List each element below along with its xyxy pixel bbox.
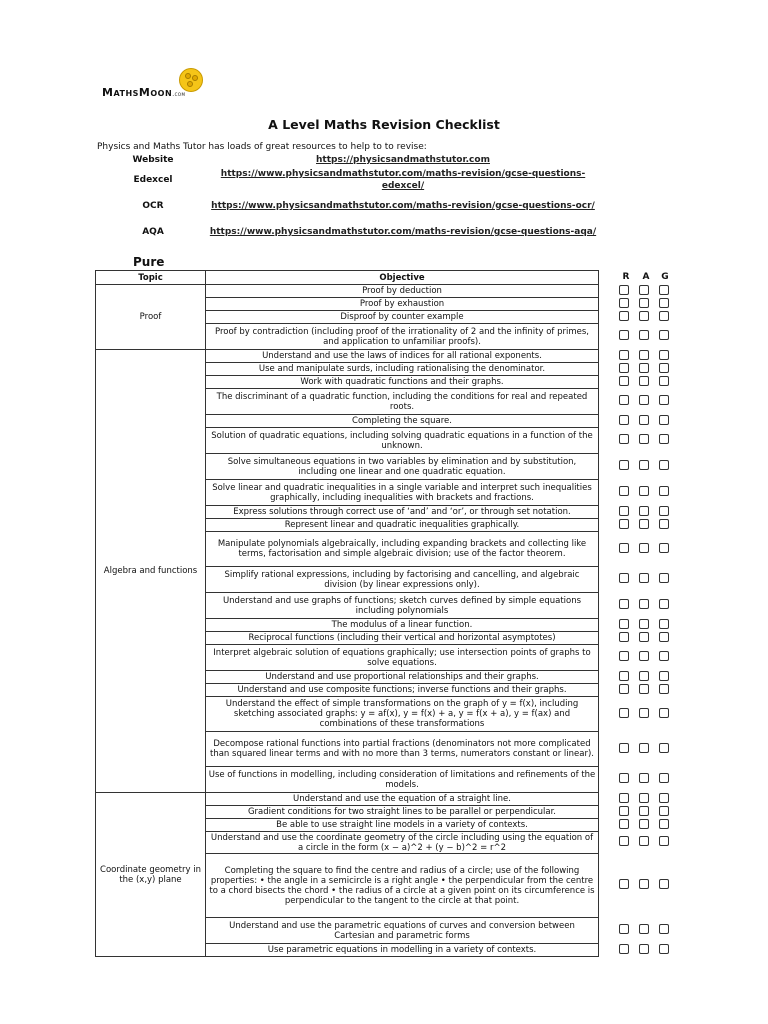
checkbox-a[interactable] bbox=[639, 298, 649, 308]
checkbox-g[interactable] bbox=[659, 651, 669, 661]
objective-cell: Use of functions in modelling, including consideration of limitations and refinements of the models. bbox=[206, 767, 599, 793]
checkbox-g[interactable] bbox=[659, 632, 669, 642]
objective-cell: The discriminant of a quadratic function, including the conditions for real and repeated roots. bbox=[206, 389, 599, 415]
rag-checkbox-group bbox=[619, 298, 669, 310]
checkbox-r[interactable] bbox=[619, 415, 629, 425]
rag-checkbox-group bbox=[619, 486, 669, 498]
rag-checkbox-group bbox=[619, 311, 669, 323]
objective-cell: Proof by deduction bbox=[206, 285, 599, 298]
checkbox-r[interactable] bbox=[619, 743, 629, 753]
checkbox-r[interactable] bbox=[619, 573, 629, 583]
checkbox-a[interactable] bbox=[639, 376, 649, 386]
checkbox-g[interactable] bbox=[659, 671, 669, 681]
objective-cell: Understand and use the coordinate geometry of the circle including using the equation of a circle in the form (x − a)^2 + (y − b)^2 = r^2 bbox=[206, 832, 599, 854]
objective-cell: Completing the square. bbox=[206, 415, 599, 428]
checkbox-a[interactable] bbox=[639, 879, 649, 889]
topic-cell: Algebra and functions bbox=[96, 350, 206, 793]
objective-cell: Understand the effect of simple transformations on the graph of y = f(x), including sketching associated graphs: y = af(x), y = f(x) + a, y = f(x + a), y = f(ax) and combinations of these transformations bbox=[206, 697, 599, 732]
checkbox-a[interactable] bbox=[639, 599, 649, 609]
checkbox-a[interactable] bbox=[639, 415, 649, 425]
rag-checkbox-group bbox=[619, 879, 669, 891]
section-heading: Pure bbox=[133, 255, 165, 269]
checkbox-g[interactable] bbox=[659, 879, 669, 889]
objective-cell: Understand and use the laws of indices for all rational exponents. bbox=[206, 350, 599, 363]
checkbox-r[interactable] bbox=[619, 684, 629, 694]
rag-checkbox-group bbox=[619, 415, 669, 427]
checkbox-g[interactable] bbox=[659, 285, 669, 295]
rag-checkbox-group bbox=[619, 793, 669, 805]
objective-cell: Solution of quadratic equations, including solving quadratic equations in a function of the unknown. bbox=[206, 428, 599, 454]
objective-cell: Work with quadratic functions and their graphs. bbox=[206, 376, 599, 389]
checkbox-a[interactable] bbox=[639, 743, 649, 753]
rag-checkbox-group bbox=[619, 944, 669, 956]
objective-cell: Be able to use straight line models in a variety of contexts. bbox=[206, 819, 599, 832]
page-title: A Level Maths Revision Checklist bbox=[268, 117, 500, 132]
rag-checkbox-group bbox=[619, 651, 669, 663]
checkbox-g[interactable] bbox=[659, 519, 669, 529]
rag-checkbox-group bbox=[619, 632, 669, 644]
checkbox-g[interactable] bbox=[659, 460, 669, 470]
checkbox-g[interactable] bbox=[659, 819, 669, 829]
checkbox-g[interactable] bbox=[659, 376, 669, 386]
checkbox-r[interactable] bbox=[619, 350, 629, 360]
checkbox-a[interactable] bbox=[639, 519, 649, 529]
link-website[interactable]: https://physicsandmathstutor.com bbox=[316, 155, 490, 165]
objective-cell: Gradient conditions for two straight lines to be parallel or perpendicular. bbox=[206, 806, 599, 819]
checkbox-a[interactable] bbox=[639, 806, 649, 816]
checkbox-a[interactable] bbox=[639, 708, 649, 718]
header-topic: Topic bbox=[96, 271, 206, 285]
rag-checkbox-group bbox=[619, 836, 669, 848]
checkbox-g[interactable] bbox=[659, 599, 669, 609]
checkbox-g[interactable] bbox=[659, 573, 669, 583]
rag-checkbox-group bbox=[619, 376, 669, 388]
objective-cell: Reciprocal functions (including their vertical and horizontal asymptotes) bbox=[206, 632, 599, 645]
mathsmoon-logo bbox=[102, 68, 212, 104]
rag-checkbox-group bbox=[619, 773, 669, 785]
resource-links bbox=[97, 153, 597, 245]
rag-checkbox-group bbox=[619, 599, 669, 611]
objective-cell: Use and manipulate surds, including rationalising the denominator. bbox=[206, 363, 599, 376]
rag-checkbox-group bbox=[619, 350, 669, 362]
objective-cell: Represent linear and quadratic inequalities graphically. bbox=[206, 519, 599, 532]
checkbox-r[interactable] bbox=[619, 311, 629, 321]
checkbox-r[interactable] bbox=[619, 879, 629, 889]
checkbox-r[interactable] bbox=[619, 599, 629, 609]
checkbox-r[interactable] bbox=[619, 519, 629, 529]
checklist-table bbox=[95, 270, 599, 957]
rag-checkbox-group bbox=[619, 506, 669, 518]
checkbox-g[interactable] bbox=[659, 311, 669, 321]
checkbox-g[interactable] bbox=[659, 684, 669, 694]
checkbox-g[interactable] bbox=[659, 395, 669, 405]
checkbox-g[interactable] bbox=[659, 506, 669, 516]
checkbox-g[interactable] bbox=[659, 543, 669, 553]
rag-checkbox-group bbox=[619, 708, 669, 720]
link-edexcel[interactable]: https://www.physicsandmathstutor.com/maths-revision/gcse-questions-edexcel/ bbox=[220, 169, 586, 191]
header-objective: Objective bbox=[206, 271, 599, 285]
checkbox-g[interactable] bbox=[659, 793, 669, 803]
checkbox-a[interactable] bbox=[639, 632, 649, 642]
rag-checkbox-group bbox=[619, 743, 669, 755]
rag-header-r: R bbox=[622, 272, 630, 282]
objective-cell: Express solutions through correct use of ‘and’ and ‘or’, or through set notation. bbox=[206, 506, 599, 519]
checkbox-g[interactable] bbox=[659, 363, 669, 373]
checkbox-r[interactable] bbox=[619, 543, 629, 553]
rag-checkbox-group bbox=[619, 684, 669, 696]
checkbox-a[interactable] bbox=[639, 619, 649, 629]
checkbox-a[interactable] bbox=[639, 924, 649, 934]
objective-cell: Understand and use proportional relationships and their graphs. bbox=[206, 671, 599, 684]
checkbox-r[interactable] bbox=[619, 395, 629, 405]
checkbox-g[interactable] bbox=[659, 743, 669, 753]
rag-header-a: A bbox=[642, 272, 650, 282]
objective-cell: Understand and use the parametric equations of curves and conversion between Cartesian and parametric forms bbox=[206, 918, 599, 944]
checkbox-r[interactable] bbox=[619, 819, 629, 829]
checkbox-a[interactable] bbox=[639, 350, 649, 360]
checkbox-g[interactable] bbox=[659, 806, 669, 816]
checkbox-r[interactable] bbox=[619, 773, 629, 783]
link-ocr[interactable]: https://www.physicsandmathstutor.com/maths-revision/gcse-questions-ocr/ bbox=[211, 201, 595, 211]
checkbox-a[interactable] bbox=[639, 684, 649, 694]
rag-checkbox-group bbox=[619, 573, 669, 585]
checkbox-r[interactable] bbox=[619, 486, 629, 496]
checkbox-r[interactable] bbox=[619, 651, 629, 661]
rag-checkbox-group bbox=[619, 330, 669, 342]
rag-checkbox-group bbox=[619, 460, 669, 472]
objective-cell: Completing the square to find the centre and radius of a circle; use of the following properties: • the angle in a semicircle is a right angle • the perpendicular from the centre to a chord bisects the chord • the radius of a circle at a given point on its circumference is perpendicular to the tangent to the circle at that point. bbox=[206, 854, 599, 918]
checkbox-a[interactable] bbox=[639, 395, 649, 405]
rag-header-g: G bbox=[661, 272, 669, 282]
checkbox-g[interactable] bbox=[659, 708, 669, 718]
checkbox-a[interactable] bbox=[639, 460, 649, 470]
checkbox-a[interactable] bbox=[639, 651, 649, 661]
rag-checkbox-group bbox=[619, 543, 669, 555]
checkbox-g[interactable] bbox=[659, 773, 669, 783]
checkbox-g[interactable] bbox=[659, 944, 669, 954]
link-aqa[interactable]: https://www.physicsandmathstutor.com/maths-revision/gcse-questions-aqa/ bbox=[209, 227, 597, 237]
rag-checkbox-group bbox=[619, 434, 669, 446]
objective-cell: Simplify rational expressions, including by factorising and cancelling, and algebraic division (by linear expressions only). bbox=[206, 567, 599, 593]
intro-text: Physics and Maths Tutor has loads of great resources to help to to revise: bbox=[97, 142, 427, 152]
objective-cell: Proof by contradiction (including proof of the irrationality of 2 and the infinity of primes, and application to unfamiliar proofs). bbox=[206, 324, 599, 350]
rag-checkbox-group bbox=[619, 806, 669, 818]
checkbox-r[interactable] bbox=[619, 708, 629, 718]
checkbox-r[interactable] bbox=[619, 506, 629, 516]
topic-cell: Proof bbox=[96, 285, 206, 350]
checkbox-r[interactable] bbox=[619, 924, 629, 934]
checkbox-g[interactable] bbox=[659, 924, 669, 934]
checkbox-r[interactable] bbox=[619, 793, 629, 803]
objective-cell: Interpret algebraic solution of equations graphically; use intersection points of graphs to solve equations. bbox=[206, 645, 599, 671]
checkbox-r[interactable] bbox=[619, 619, 629, 629]
checkbox-a[interactable] bbox=[639, 819, 649, 829]
rag-checkbox-group bbox=[619, 395, 669, 407]
checkbox-a[interactable] bbox=[639, 671, 649, 681]
checkbox-g[interactable] bbox=[659, 330, 669, 340]
checkbox-a[interactable] bbox=[639, 434, 649, 444]
checkbox-r[interactable] bbox=[619, 434, 629, 444]
checkbox-r[interactable] bbox=[619, 330, 629, 340]
rag-checkbox-group bbox=[619, 924, 669, 936]
checkbox-a[interactable] bbox=[639, 506, 649, 516]
checkbox-r[interactable] bbox=[619, 363, 629, 373]
checkbox-a[interactable] bbox=[639, 773, 649, 783]
checkbox-g[interactable] bbox=[659, 619, 669, 629]
checkbox-r[interactable] bbox=[619, 806, 629, 816]
checkbox-a[interactable] bbox=[639, 793, 649, 803]
checkbox-g[interactable] bbox=[659, 350, 669, 360]
checkbox-g[interactable] bbox=[659, 298, 669, 308]
checkbox-a[interactable] bbox=[639, 836, 649, 846]
rag-checkbox-group bbox=[619, 819, 669, 831]
objective-cell: Understand and use graphs of functions; sketch curves defined by simple equations including polynomials bbox=[206, 593, 599, 619]
checkbox-r[interactable] bbox=[619, 671, 629, 681]
checkbox-r[interactable] bbox=[619, 632, 629, 642]
checkbox-r[interactable] bbox=[619, 836, 629, 846]
rag-checkbox-group bbox=[619, 671, 669, 683]
objective-cell: Solve linear and quadratic inequalities in a single variable and interpret such inequalities graphically, including inequalities with brackets and fractions. bbox=[206, 480, 599, 506]
rag-checkbox-group bbox=[619, 363, 669, 375]
objective-cell: Proof by exhaustion bbox=[206, 298, 599, 311]
objective-cell: Understand and use the equation of a straight line. bbox=[206, 793, 599, 806]
brand-name: MathsMoon.com bbox=[102, 86, 186, 99]
checkbox-a[interactable] bbox=[639, 543, 649, 553]
rag-checkbox-group bbox=[619, 519, 669, 531]
checkbox-a[interactable] bbox=[639, 573, 649, 583]
checkbox-r[interactable] bbox=[619, 460, 629, 470]
objective-cell: The modulus of a linear function. bbox=[206, 619, 599, 632]
checkbox-a[interactable] bbox=[639, 363, 649, 373]
topic-cell: Coordinate geometry in the (x,y) plane bbox=[96, 793, 206, 957]
objective-cell: Understand and use composite functions; inverse functions and their graphs. bbox=[206, 684, 599, 697]
checkbox-a[interactable] bbox=[639, 330, 649, 340]
link-label-website: Website bbox=[132, 155, 174, 165]
checkbox-r[interactable] bbox=[619, 298, 629, 308]
rag-checkbox-group bbox=[619, 619, 669, 631]
checkbox-r[interactable] bbox=[619, 376, 629, 386]
checkbox-g[interactable] bbox=[659, 434, 669, 444]
objective-cell: Disproof by counter example bbox=[206, 311, 599, 324]
checkbox-a[interactable] bbox=[639, 486, 649, 496]
checkbox-g[interactable] bbox=[659, 486, 669, 496]
objective-cell: Manipulate polynomials algebraically, including expanding brackets and collecting like terms, factorisation and simple algebraic division; use of the factor theorem. bbox=[206, 532, 599, 567]
checkbox-g[interactable] bbox=[659, 415, 669, 425]
checkbox-a[interactable] bbox=[639, 944, 649, 954]
objective-cell: Solve simultaneous equations in two variables by elimination and by substitution, including one linear and one quadratic equation. bbox=[206, 454, 599, 480]
link-label-aqa: AQA bbox=[142, 227, 164, 237]
checkbox-a[interactable] bbox=[639, 311, 649, 321]
link-label-ocr: OCR bbox=[142, 201, 164, 211]
checkbox-r[interactable] bbox=[619, 285, 629, 295]
objective-cell: Decompose rational functions into partial fractions (denominators not more complicated than squared linear terms and with no more than 3 terms, numerators constant or linear). bbox=[206, 732, 599, 767]
checkbox-r[interactable] bbox=[619, 944, 629, 954]
checkbox-a[interactable] bbox=[639, 285, 649, 295]
objective-cell: Use parametric equations in modelling in a variety of contexts. bbox=[206, 944, 599, 957]
checkbox-g[interactable] bbox=[659, 836, 669, 846]
link-label-edexcel: Edexcel bbox=[133, 175, 173, 185]
rag-checkbox-group bbox=[619, 285, 669, 297]
